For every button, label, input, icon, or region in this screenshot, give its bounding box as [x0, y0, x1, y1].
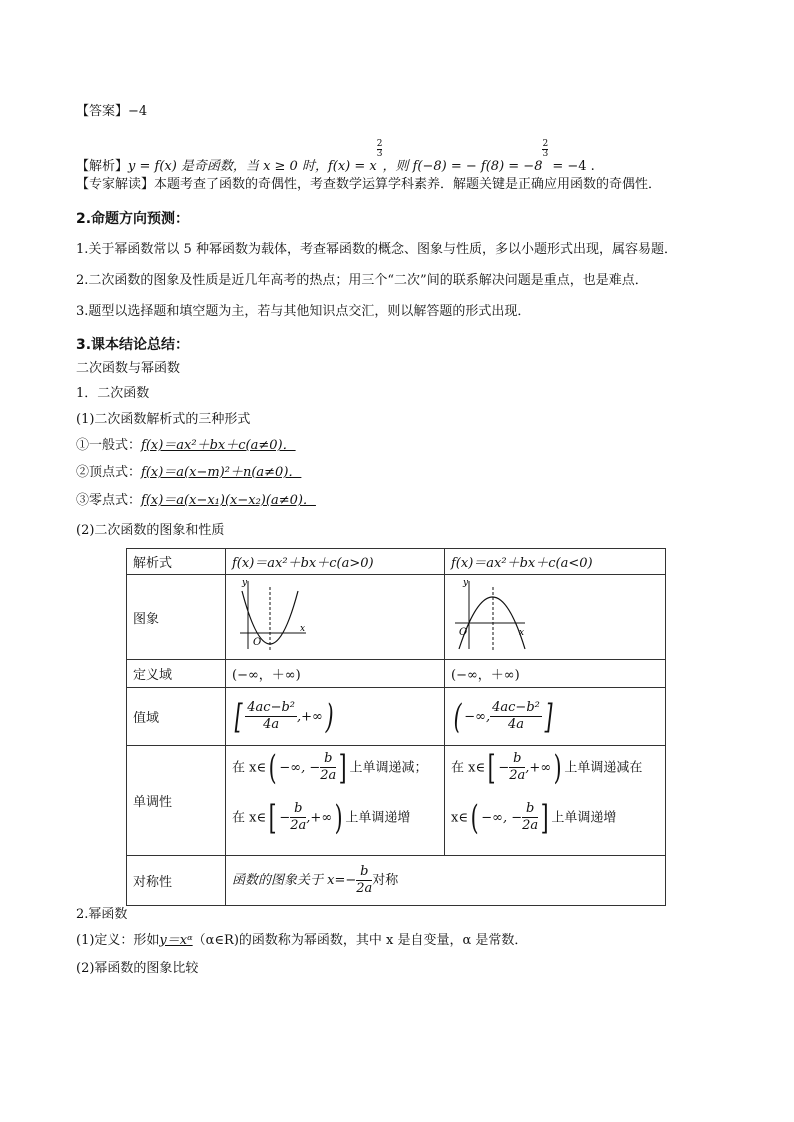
sec2-item-1: 1.关于幂函数常以 5 种幂函数为载体，考查幂函数的概念、图象与性质，多以小题形式出现，属容易题． — [76, 242, 677, 257]
exp-den: 3 — [376, 149, 383, 159]
def-formula: y＝xᵅ — [159, 933, 193, 948]
form2-line — [76, 464, 301, 482]
answer-value: −4 — [128, 104, 148, 119]
axis-y-label: y — [463, 578, 469, 588]
cell-range-pos: [ $\frac{\text{4ac−b²}}{4a}$ ,+∞) — [226, 688, 445, 746]
exponent-fraction-2 — [542, 140, 548, 159]
def-prefix: (1)定义：形如 — [76, 933, 160, 948]
cell-range-label: 值域 — [127, 688, 226, 746]
table-row — [127, 549, 666, 575]
cell-mono-neg: 在 x∈[ − $\frac{b}{2a}$ ,+∞) 上单调递减在 x∈( −∞, − $\frac{b}{2a}$ ] 上单调递增 — [445, 746, 666, 856]
cell-domain-pos: (−∞，＋∞) — [226, 660, 445, 688]
sec2-item-2: 2.二次函数的图象及性质是近几年高考的热点；用三个“二次”间的联系解决问题是重点，也是难点． — [76, 273, 648, 288]
form2-formula: f(x)＝a(x−m)²＋n(a≠0)． — [141, 465, 302, 480]
origin-label: O — [459, 627, 468, 638]
sec2-title: 2.命题方向预测： — [76, 211, 190, 227]
cell-graph-neg — [445, 575, 666, 660]
def-rest: （α∈R)的函数称为幂函数，其中 x 是自变量，α 是常数． — [192, 933, 528, 948]
sec3-h1-2: (2)二次函数的图象和性质 — [76, 523, 225, 538]
sec3-subtitle: 二次函数与幂函数 — [76, 361, 181, 376]
expert-line — [76, 176, 661, 194]
cell-sym-value: 函数的图象关于 x=− $\frac{b}{2a}$ 对称 — [226, 856, 666, 906]
answer-line — [76, 103, 147, 121]
sec3-h1: 1．二次函数 — [76, 386, 150, 401]
quadratic-table — [126, 548, 666, 906]
range-fraction: $\frac{\text{4ac−b²}}{4a}$ — [492, 700, 540, 732]
table-row — [127, 660, 666, 688]
cell-header-pos: f(x)＝ax²＋bx＋c(a>0) — [226, 549, 445, 575]
analysis-label: 【解析】 — [76, 159, 129, 174]
form1-label: ①一般式： — [76, 438, 142, 453]
origin-label: O — [253, 637, 262, 648]
sec4-h2: 2.幂函数 — [76, 907, 128, 922]
upward-parabola-graph — [232, 577, 312, 653]
cell-header-label: 解析式 — [127, 549, 226, 575]
expert-label: 【专家解读】 — [76, 177, 155, 192]
cell-graph-pos — [226, 575, 445, 660]
cell-mono-label: 单调性 — [127, 746, 226, 856]
cell-domain-neg: (−∞，＋∞) — [445, 660, 666, 688]
cell-header-neg: f(x)＝ax²＋bx＋c(a<0) — [445, 549, 666, 575]
answer-label: 【答案】 — [76, 104, 129, 119]
form3-line — [76, 492, 316, 510]
range-fraction: $\frac{\text{4ac−b²}}{4a}$ — [247, 700, 295, 732]
sec3-title: 3.课本结论总结： — [76, 337, 190, 353]
exp-num: 2 — [376, 139, 383, 149]
sec3-h1-1: (1)二次函数解析式的三种形式 — [76, 412, 251, 427]
sec2-item-3: 3.题型以选择题和填空题为主，若与其他知识点交汇，则以解答题的形式出现． — [76, 304, 531, 319]
sec4-cmp: (2)幂函数的图象比较 — [76, 961, 199, 976]
form1-formula: f(x)＝ax²＋bx＋c(a≠0)． — [141, 438, 296, 453]
form3-formula: f(x)＝a(x−x₁)(x−x₂)(a≠0)． — [141, 493, 316, 508]
analysis-part3: = −4 . — [548, 159, 595, 174]
analysis-line — [76, 140, 595, 176]
exponent-fraction — [377, 140, 383, 159]
axis-x-label: x — [519, 628, 525, 638]
cell-mono-pos: 在 x∈( −∞, − $\frac{b}{2a}$ ] 上单调递减； 在 x∈[ − $\frac{b}{2a}$ ,+∞) 上单调递增 — [226, 746, 445, 856]
table-row — [127, 575, 666, 660]
analysis-part2: ，则 f(−8) = − f(8) = −8 — [382, 159, 543, 174]
exp-den-2: 3 — [542, 149, 549, 159]
cell-graph-label: 图象 — [127, 575, 226, 660]
form1-line — [76, 437, 296, 455]
table-row — [127, 856, 666, 906]
analysis-formula: f(x) = x — [327, 159, 377, 174]
cell-sym-label: 对称性 — [127, 856, 226, 906]
form2-label: ②顶点式： — [76, 465, 142, 480]
axis-y-label: y — [242, 578, 248, 588]
sec4-def-line — [76, 932, 527, 950]
cell-domain-label: 定义域 — [127, 660, 226, 688]
table-row — [127, 746, 666, 856]
table-row — [127, 688, 666, 746]
cell-range-neg: ( −∞, $\frac{\text{4ac−b²}}{4a}$ ] — [445, 688, 666, 746]
analysis-part1: y = f(x) 是奇函数，当 x ≥ 0 时， — [128, 159, 328, 174]
axis-x-label: x — [300, 624, 306, 634]
form3-label: ③零点式： — [76, 493, 142, 508]
exp-num-2: 2 — [542, 139, 549, 149]
downward-parabola-graph — [451, 577, 531, 653]
expert-text: 本题考查了函数的奇偶性，考查数学运算学科素养．解题关键是正确应用函数的奇偶性． — [154, 177, 662, 192]
